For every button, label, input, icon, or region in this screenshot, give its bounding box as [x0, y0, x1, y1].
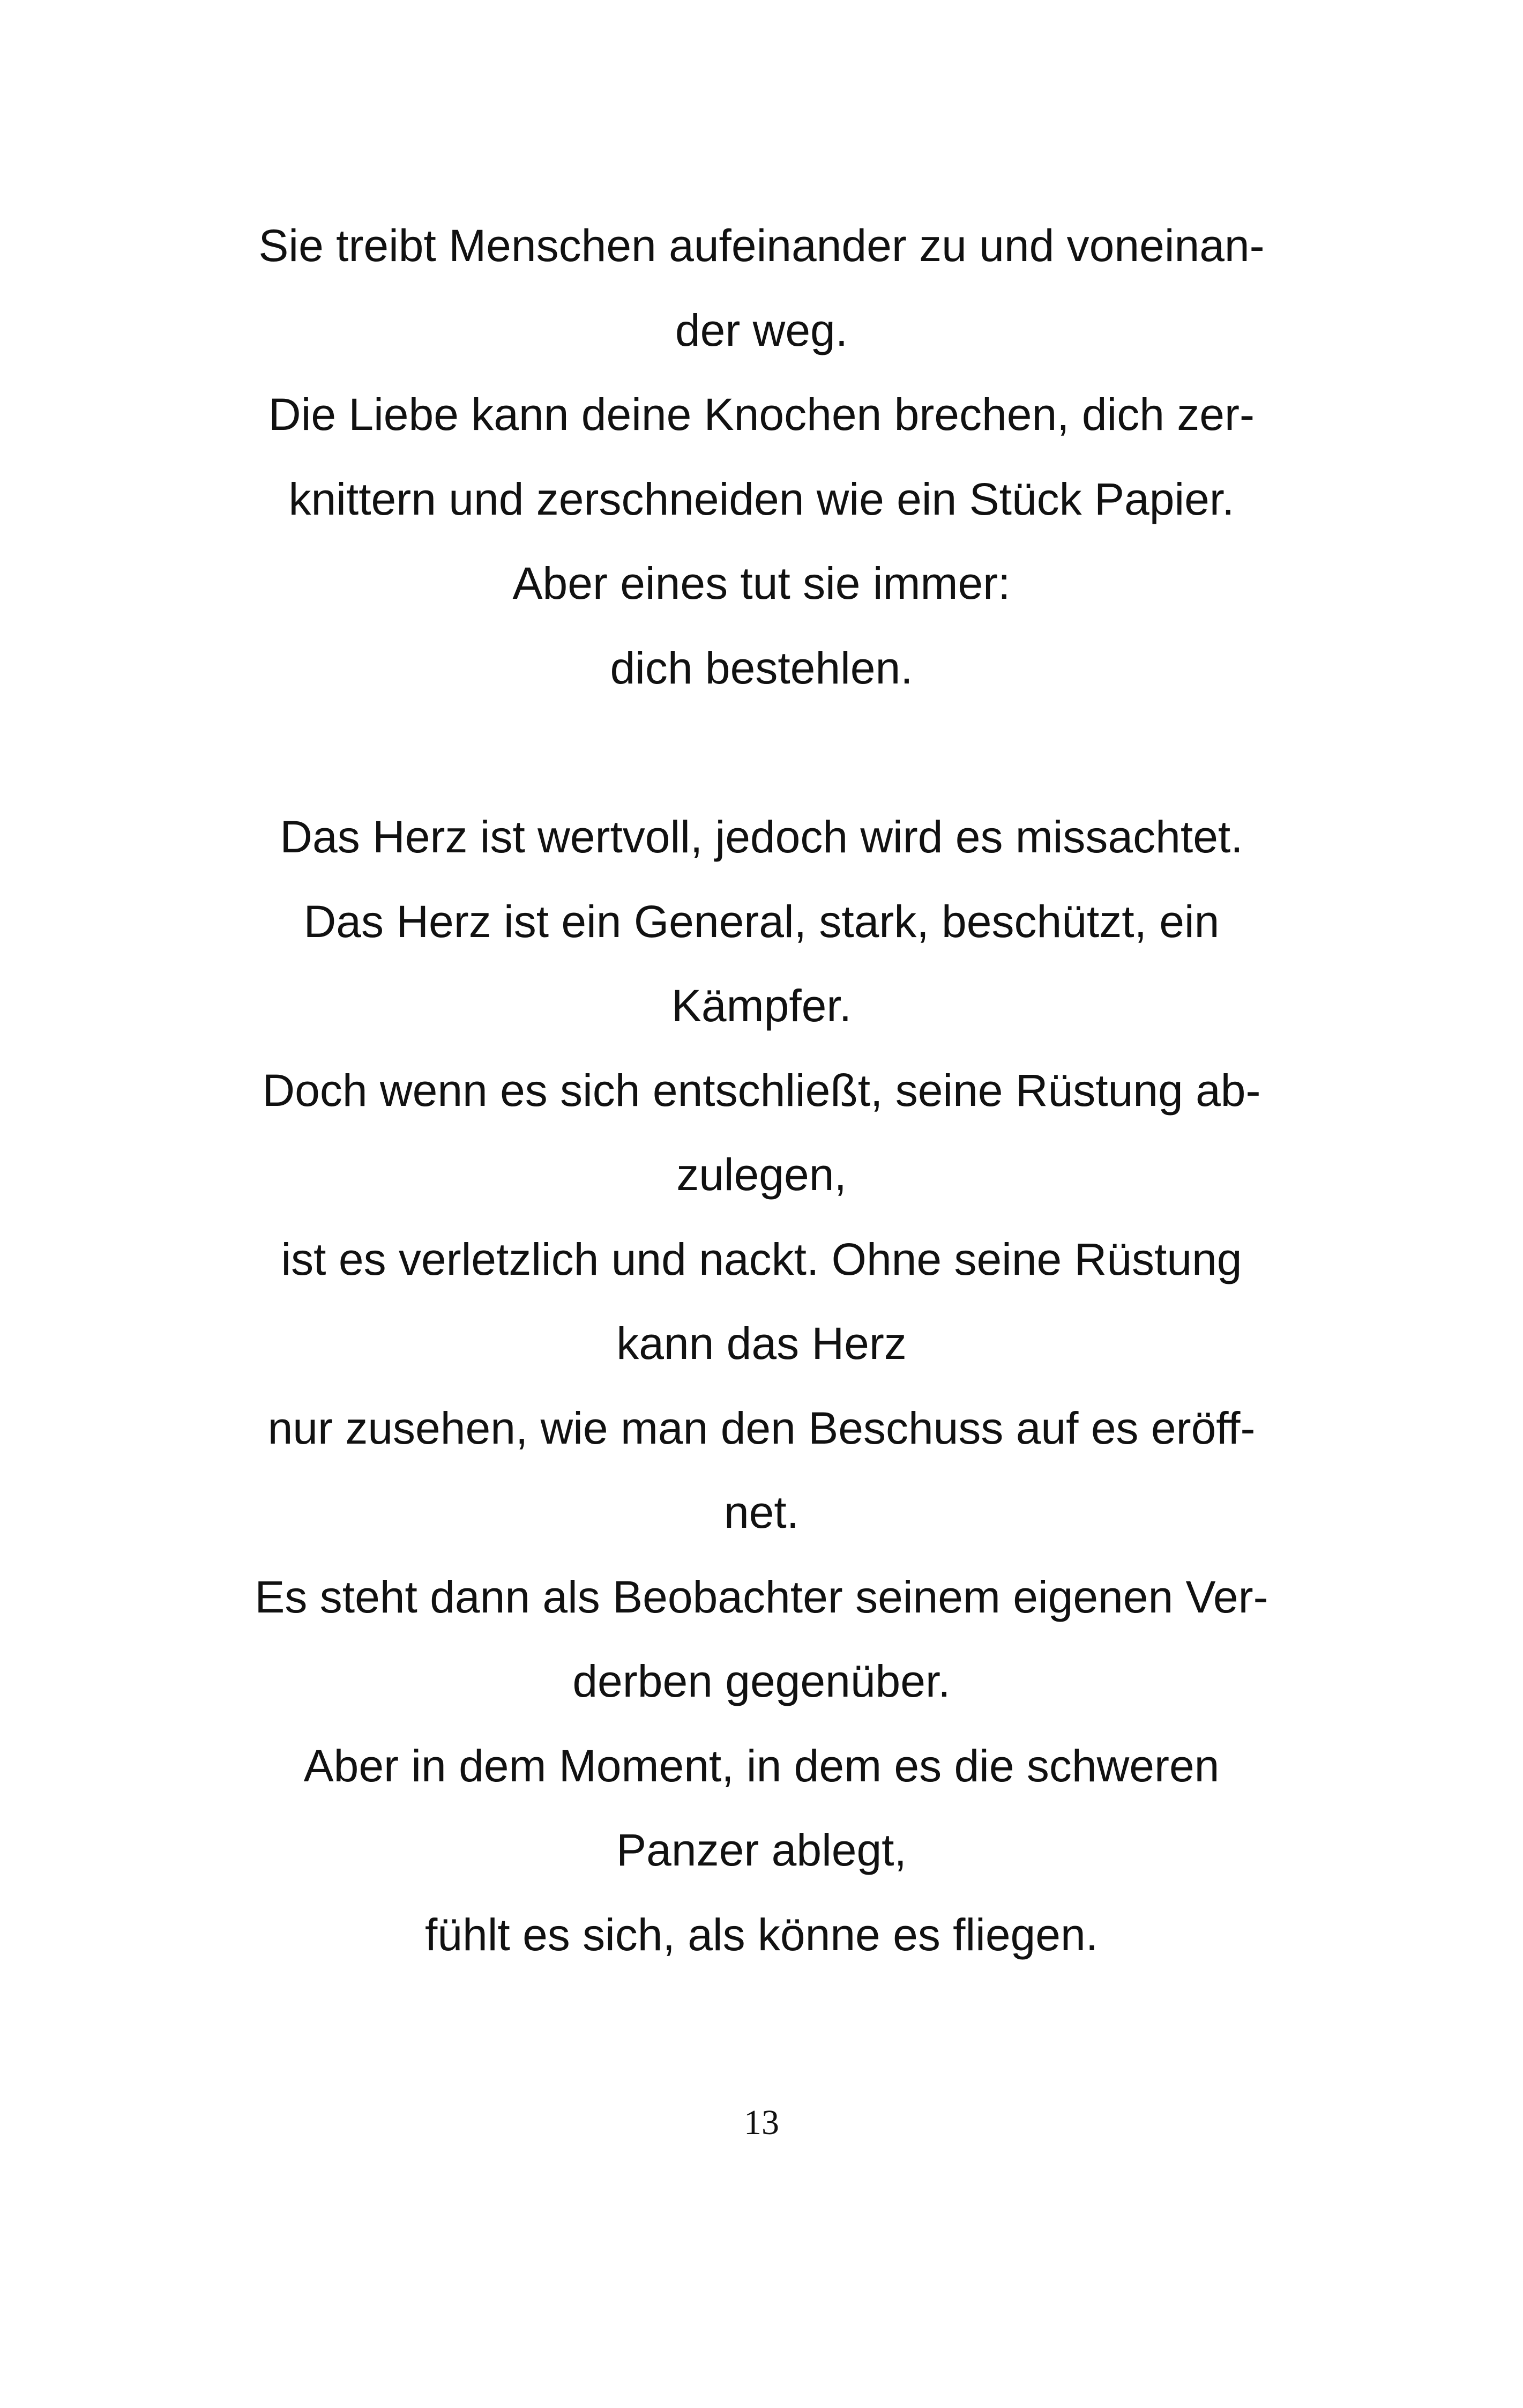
- text-line: Doch wenn es sich entschließt, seine Rüstung ab-: [262, 1065, 1261, 1116]
- text-line: der weg.: [675, 304, 848, 355]
- text-line: Die Liebe kann deine Knochen brechen, dich zer-: [268, 389, 1255, 440]
- text-line: Sie treibt Menschen aufeinander zu und voneinan-: [258, 220, 1265, 271]
- text-line: Es steht dann als Beobachter seinem eigenen Ver-: [255, 1571, 1268, 1622]
- text-line: dich bestehlen.: [610, 642, 913, 693]
- text-line: Kämpfer.: [671, 980, 852, 1031]
- text-line: ist es verletzlich und nackt. Ohne seine Rüstung: [281, 1233, 1242, 1284]
- stanza-1: [0, 217, 1523, 724]
- stanza-2: [0, 808, 1523, 1990]
- text-line: Panzer ablegt,: [616, 1825, 907, 1875]
- text-line: Aber eines tut sie immer:: [512, 558, 1011, 608]
- text-line: knittern und zerschneiden wie ein Stück Papier.: [288, 473, 1235, 524]
- page-number: 13: [744, 2103, 779, 2142]
- text-line: Aber in dem Moment, in dem es die schweren: [303, 1740, 1220, 1791]
- text-line: Das Herz ist ein General, stark, beschützt, ein: [303, 896, 1220, 947]
- text-line: net.: [723, 1487, 800, 1537]
- text-line: derben gegenüber.: [572, 1656, 951, 1706]
- text-line: zulegen,: [676, 1149, 847, 1200]
- text-line: fühlt es sich, als könne es fliegen.: [424, 1909, 1099, 1960]
- text-line: kann das Herz: [616, 1318, 907, 1369]
- text-line: Das Herz ist wertvoll, jedoch wird es missachtet.: [280, 812, 1243, 862]
- text-line: nur zusehen, wie man den Beschuss auf es eröff-: [267, 1402, 1256, 1453]
